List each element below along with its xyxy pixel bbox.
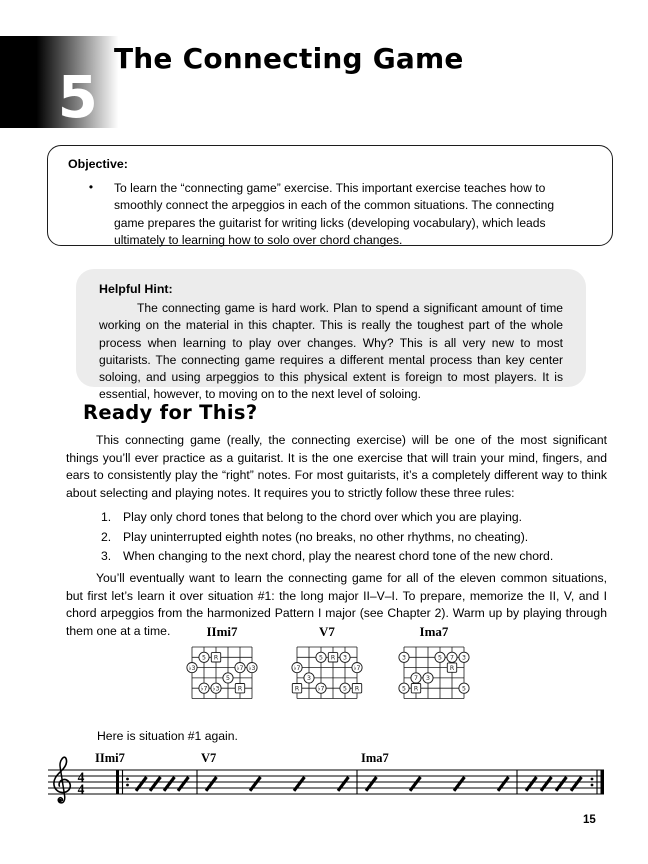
- music-staff-svg: [44, 750, 614, 820]
- rule-item: [101, 508, 553, 528]
- svg-text:R: R: [237, 685, 243, 693]
- svg-text:3: 3: [402, 654, 406, 662]
- svg-text:7: 7: [414, 675, 418, 683]
- chord-diagram-block: [396, 624, 472, 704]
- svg-text:♭3: ♭3: [248, 664, 256, 672]
- objective-bullet-item: [68, 180, 592, 250]
- bullet-icon: •: [88, 180, 94, 194]
- rule-item: [101, 528, 553, 548]
- svg-text:7: 7: [450, 654, 454, 662]
- rule-number: 3.: [101, 549, 112, 563]
- svg-text:5: 5: [226, 675, 230, 683]
- svg-text:5: 5: [462, 685, 466, 693]
- svg-text:4: 4: [77, 769, 85, 785]
- rule-number: 1.: [101, 510, 112, 524]
- helpful-hint-heading: Helpful Hint:: [99, 282, 173, 296]
- svg-text:5: 5: [319, 654, 323, 662]
- section-heading: Ready for This?: [83, 401, 258, 424]
- time-signature: [78, 770, 85, 797]
- svg-text:4: 4: [77, 781, 85, 797]
- rule-text: Play uninterrupted eighth notes (no breaks, no other rhythms, no cheating).: [123, 529, 529, 544]
- svg-text:♭3: ♭3: [188, 664, 196, 672]
- helpful-hint-box: [76, 269, 586, 402]
- svg-text:R: R: [330, 654, 336, 662]
- chord-diagram-grid: [289, 642, 365, 704]
- rule-text: When changing to the next chord, play the nearest chord tone of the new chord.: [123, 549, 554, 563]
- page-number: 15: [583, 814, 596, 826]
- svg-text:5: 5: [438, 654, 442, 662]
- svg-text:5: 5: [402, 685, 406, 693]
- svg-text:3: 3: [462, 654, 466, 662]
- chord-diagram-label: IImi7: [206, 624, 238, 639]
- chapter-number: 5: [57, 63, 98, 132]
- chapter-number-box: [0, 36, 122, 132]
- svg-text:3: 3: [426, 675, 430, 683]
- objective-heading: Objective:: [68, 157, 128, 171]
- objective-text: To learn the “connecting game” exercise. This important exercise teaches how to smoothly connect the arpeggios in each of the common situations. The connecting game prepares the guitarist for writing licks (developing vocabulary), which leads ultimately to learning how to solo over chord changes.: [114, 181, 555, 248]
- rules-list: [101, 508, 553, 567]
- svg-text:R: R: [449, 664, 455, 672]
- helpful-hint-body: The connecting game is hard work. Plan to spend a significant amount of time working on the material in this chapter. This is really the toughest part of the whole process when learning to play over changes. Why? This is all very new to most guitarists. The connecting game requires a different mental process than key center soloing, and using arpeggios to this physical extent is foreign to most players. It is essential, however, to moving on to the next level of soloing.: [99, 301, 563, 402]
- section-paragraph-2: You’ll eventually want to learn the connecting game for all of the eleven common situations, but first let’s learn it over situation #1: the long major II–V–I. To prepare, memorize the II, V, and I chord arpeggios from the harmonized Pattern I major (see Chapter 2). Warm up by playing through them one at a time.: [66, 571, 607, 638]
- svg-text:R: R: [294, 685, 300, 693]
- svg-text:R: R: [413, 685, 419, 693]
- staff-chord-label: IImi7: [95, 751, 125, 765]
- svg-text:♭7: ♭7: [353, 664, 361, 672]
- chord-diagram-block: [289, 624, 365, 704]
- svg-text:R: R: [213, 654, 219, 662]
- treble-clef-icon: [54, 757, 70, 803]
- rule-text: Play only chord tones that belong to the chord over which you are playing.: [123, 510, 523, 524]
- svg-text:3: 3: [343, 654, 347, 662]
- svg-text:♭7: ♭7: [236, 664, 244, 672]
- chord-diagram-block: [184, 624, 260, 704]
- chapter-title: The Connecting Game: [114, 42, 464, 75]
- svg-text:♭3: ♭3: [212, 685, 220, 693]
- staff-chord-label: Ima7: [361, 751, 389, 765]
- music-staff: [44, 750, 614, 825]
- chord-diagram-grid: [184, 642, 260, 704]
- chord-diagram-grid: [396, 642, 472, 704]
- staff-chord-label: V7: [201, 751, 217, 765]
- objective-box: [47, 145, 613, 246]
- svg-text:♭7: ♭7: [317, 685, 325, 693]
- chord-diagram-label: V7: [319, 624, 335, 639]
- svg-text:♭7: ♭7: [200, 685, 208, 693]
- svg-text:R: R: [354, 685, 360, 693]
- rule-number: 2.: [101, 529, 112, 544]
- rule-item: [101, 547, 553, 567]
- svg-text:♭7: ♭7: [293, 664, 301, 672]
- staff-intro-text: Here is situation #1 again.: [97, 729, 238, 743]
- svg-text:5: 5: [343, 685, 347, 693]
- svg-text:5: 5: [202, 654, 206, 662]
- chord-diagram-label: Ima7: [419, 624, 449, 639]
- section-paragraph-1: This connecting game (really, the connecting exercise) will be one of the most significant things you’ll ever practice as a guitarist. It is the one exercise that will train your mind, fingers, and ears to consistently play the “right” notes. For most guitarists, it’s a completely different way to think about selecting and playing notes. It requires you to strictly follow these three rules:: [66, 433, 607, 500]
- svg-text:3: 3: [307, 675, 311, 683]
